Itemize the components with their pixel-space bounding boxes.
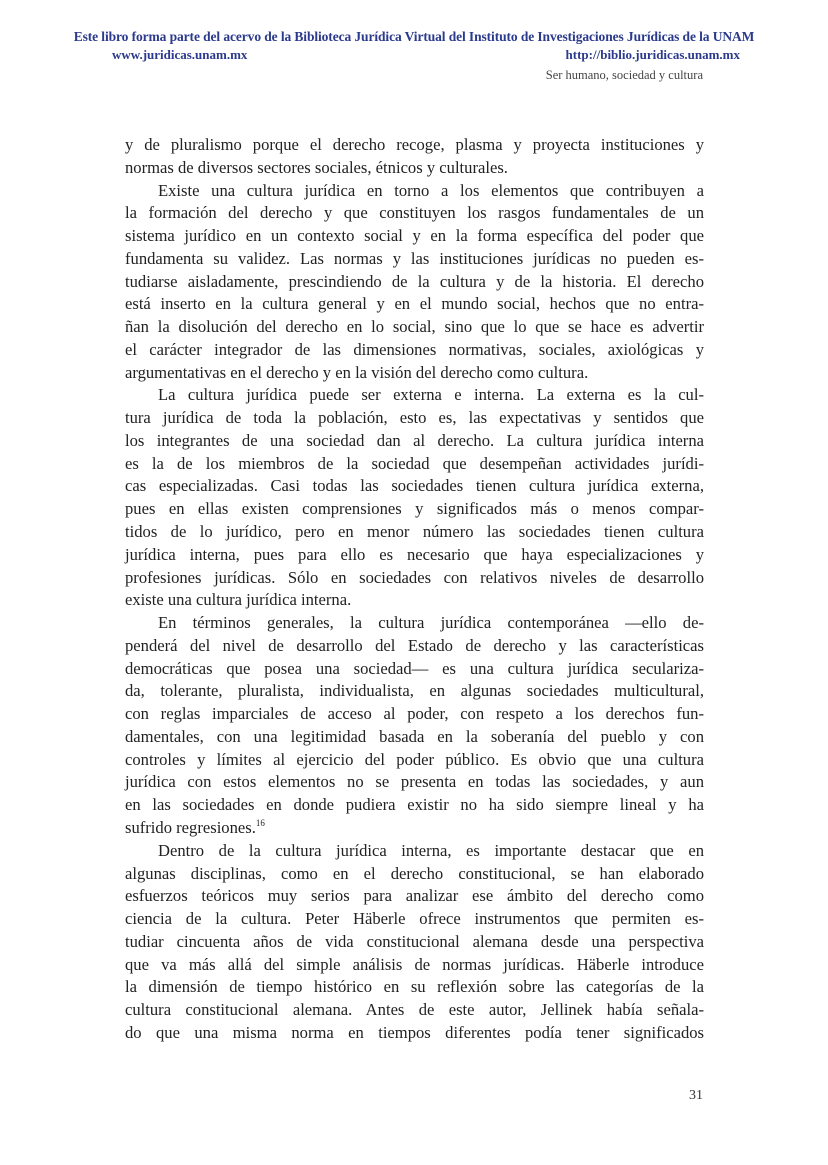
line-text: y de pluralismo porque el derecho recoge, plasma y proyecta instituciones y	[125, 135, 704, 154]
text-line	[125, 475, 704, 498]
text-line	[125, 384, 704, 407]
text-line	[125, 885, 704, 908]
line-text: algunas disciplinas, como en el derecho constitucional, se han elaborado	[125, 863, 704, 883]
text-line	[125, 794, 704, 817]
line-text: con reglas imparciales de acceso al poder, con respeto a los derechos fun-	[125, 704, 704, 724]
text-line	[125, 248, 704, 271]
text-line	[125, 567, 704, 590]
line-text: normas de diversos sectores sociales, étnicos y culturales.	[125, 157, 508, 177]
line-text: ciencia de la cultura. Peter Häberle ofrece instrumentos que permiten es-	[125, 909, 704, 929]
text-line	[125, 908, 704, 931]
text-line	[125, 362, 704, 385]
line-text: fundamenta su validez. Las normas y las instituciones jurídicas no pueden es-	[125, 248, 704, 268]
text-line	[125, 202, 704, 225]
line-text: controles y límites al ejercicio del poder público. Es obvio que una cultura	[125, 749, 704, 769]
line-text: es la de los miembros de la sociedad que desempeñan actividades jurídi-	[125, 453, 704, 473]
line-text: tudiarse aisladamente, prescindiendo de la cultura y de la historia. El derecho	[125, 271, 704, 291]
text-line	[125, 999, 704, 1022]
line-text: que va más allá del simple análisis de normas jurídicas. Häberle introduce	[125, 954, 704, 974]
text-line	[125, 521, 704, 544]
line-text: penderá del nivel de desarrollo del Estado de derecho y las características	[125, 635, 704, 655]
text-line	[125, 293, 704, 316]
text-line	[125, 430, 704, 453]
line-text: democráticas que posea una sociedad— es una cultura jurídica seculariza-	[125, 658, 704, 678]
text-line	[125, 612, 704, 635]
text-line	[125, 931, 704, 954]
line-text: sistema jurídico en un contexto social y en la forma específica del poder que	[125, 226, 704, 246]
text-line	[125, 658, 704, 681]
text-line	[125, 635, 704, 658]
line-text: los integrantes de una sociedad dan al derecho. La cultura jurídica interna	[125, 430, 704, 450]
text-line	[125, 954, 704, 977]
line-text: Existe una cultura jurídica en torno a los elementos que contribuyen a	[158, 180, 704, 200]
line-text: tura jurídica de toda la población, esto es, las expectativas y sentidos que	[125, 408, 704, 428]
text-line	[125, 976, 704, 999]
line-text: está inserto en la cultura general y en el mundo social, hechos que no entra-	[125, 294, 704, 314]
text-line	[125, 680, 704, 703]
line-text: do que una misma norma en tiempos diferentes podía tener significados	[125, 1022, 704, 1042]
footnote-ref[interactable]: 16	[255, 817, 265, 828]
line-text: La cultura jurídica puede ser externa e interna. La externa es la cul-	[158, 385, 704, 405]
text-line	[125, 225, 704, 248]
juridicas-link[interactable]: www.juridicas.unam.mx	[112, 47, 248, 62]
text-line	[125, 726, 704, 749]
line-text: cultura constitucional alemana. Antes de este autor, Jellinek había señala-	[125, 1000, 704, 1020]
line-text: existe una cultura jurídica interna.	[125, 590, 352, 610]
line-text: damentales, con una legitimidad basada en la soberanía del pueblo y con	[125, 726, 704, 746]
line-text: ñan la disolución del derecho en lo social, sino que lo que se hace es advertir	[125, 317, 704, 337]
page-number: 31	[689, 1088, 703, 1103]
text-line	[125, 771, 704, 794]
paragraph	[125, 384, 704, 612]
line-text: argumentativas en el derecho y en la visión del derecho como cultura.	[125, 362, 589, 382]
paragraph	[125, 612, 704, 840]
body-text	[125, 134, 704, 1045]
line-text: sufrido regresiones.	[125, 817, 256, 837]
line-text: el carácter integrador de las dimensiones normativas, sociales, axiológicas y	[125, 339, 704, 359]
text-line	[125, 589, 704, 612]
text-line	[125, 863, 704, 886]
text-line	[125, 749, 704, 772]
text-line	[125, 544, 704, 567]
line-text: la formación del derecho y que constituyen los rasgos fundamentales de un	[125, 203, 704, 223]
text-line	[125, 271, 704, 294]
line-text: da, tolerante, pluralista, individualista, en algunas sociedades multicultural,	[125, 681, 704, 701]
text-line	[125, 339, 704, 362]
paragraph	[125, 840, 704, 1045]
line-text: pues en ellas existen comprensiones y significados más o menos compar-	[125, 499, 704, 519]
biblio-link[interactable]: http://biblio.juridicas.unam.mx	[565, 47, 740, 62]
line-text: esfuerzos teóricos muy serios para analizar ese ámbito del derecho como	[125, 886, 704, 906]
line-text: tidos de lo jurídico, pero en menor número las sociedades tienen cultura	[125, 522, 704, 542]
text-line	[125, 453, 704, 476]
line-text: tudiar cincuenta años de vida constitucional alemana desde una perspectiva	[125, 931, 704, 951]
text-line	[125, 498, 704, 521]
text-line	[125, 157, 704, 180]
line-text: profesiones jurídicas. Sólo en sociedades con relativos niveles de desarrollo	[125, 567, 704, 587]
text-line	[125, 817, 704, 840]
text-line	[125, 703, 704, 726]
line-text: jurídica interna, pues para ello es necesario que haya especializaciones y	[125, 544, 704, 564]
running-title: Ser humano, sociedad y cultura	[545, 68, 703, 82]
text-line	[125, 1022, 704, 1045]
paragraph	[125, 134, 704, 180]
text-line	[125, 180, 704, 203]
line-text: En términos generales, la cultura jurídica contemporánea —ello de-	[158, 613, 704, 633]
line-text: Dentro de la cultura jurídica interna, es importante destacar que en	[158, 840, 704, 860]
library-notice: Este libro forma parte del acervo de la Biblioteca Jurídica Virtual del Instituto de Investigaciones Jurídicas de la UNAM	[73, 29, 755, 44]
line-text: en las sociedades en donde pudiera existir no ha sido siempre lineal y ha	[125, 795, 704, 815]
text-line	[125, 840, 704, 863]
paragraph	[125, 180, 704, 385]
text-line	[125, 407, 704, 430]
line-text: cas especializadas. Casi todas las sociedades tienen cultura jurídica externa,	[125, 476, 704, 496]
line-text: la dimensión de tiempo histórico en su reflexión sobre las categorías de la	[125, 977, 704, 997]
text-line	[125, 316, 704, 339]
text-line	[125, 134, 704, 157]
line-text: jurídica con estos elementos no se presenta en todas las sociedades, y aun	[125, 772, 704, 792]
